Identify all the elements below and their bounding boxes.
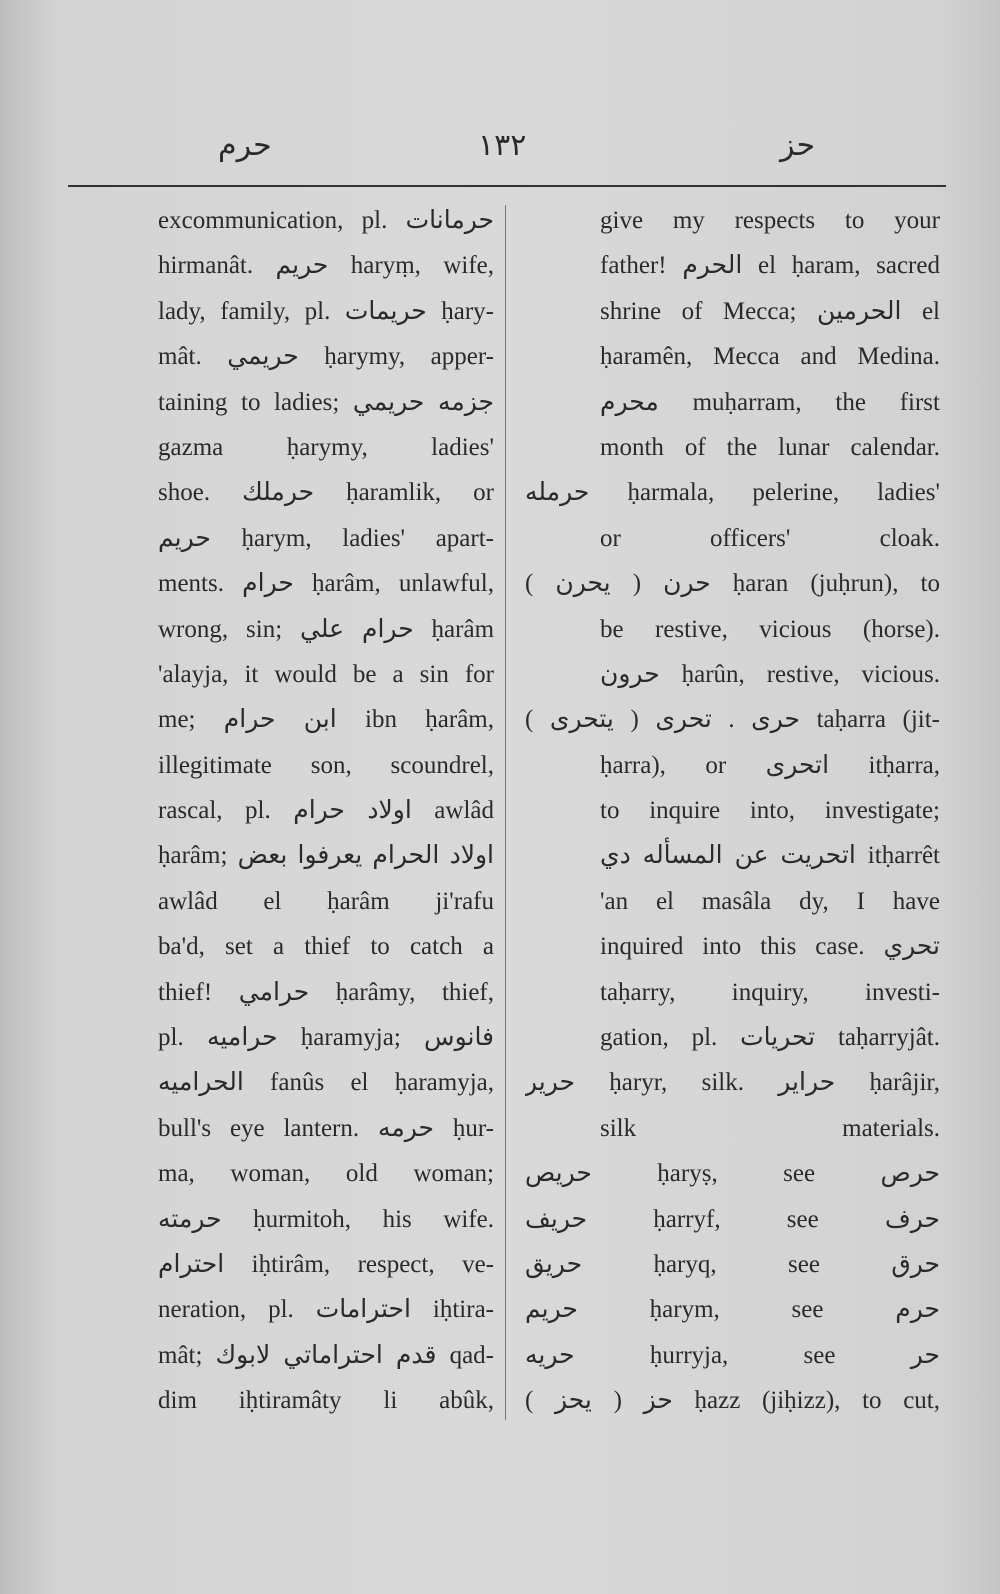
entry-line: 'alayja, it would be a sin for xyxy=(158,660,494,688)
entry-line: gation, pl. تحريات taḥarryjât. xyxy=(600,1024,940,1052)
entry-line: me; ابن حرام ibn ḥarâm, xyxy=(158,706,494,734)
entry-line: silk materials. xyxy=(600,1114,940,1142)
entry-line: mât. حريمي ḥarymy, apper- xyxy=(158,343,494,371)
entry-line: حز ( يحز ) ḥazz (jiḥizz), to cut, xyxy=(525,1387,940,1415)
entry-line: or officers' cloak. xyxy=(600,524,940,552)
header-right-word: حز xyxy=(780,128,816,163)
entry-line: حرن ( يحرن ) ḥaran (juḥrun), to xyxy=(525,570,940,598)
entry-line: ḥarra), or اتحرى itḥarra, xyxy=(600,751,940,779)
entry-line: حرمله ḥarmala, pelerine, ladies' xyxy=(525,479,940,507)
entry-line: حريص ḥaryṣ, see حرص xyxy=(525,1160,940,1188)
entry-line: محرم muḥarram, the first xyxy=(600,388,940,416)
entry-line: shrine of Mecca; الحرمين el xyxy=(600,297,940,325)
left-column xyxy=(158,198,494,1424)
entry-line: neration, pl. احترامات iḥtira- xyxy=(158,1296,494,1324)
entry-line: حرى . تحرى ( يتحرى ) taḥarra (jit- xyxy=(525,706,940,734)
entry-line: give my respects to your xyxy=(600,207,940,234)
entry-line: dim iḥtiramâty li abûk, xyxy=(158,1387,494,1415)
entry-line: اتحريت عن المسأله دي itḥarrêt xyxy=(600,842,940,870)
entry-line: lady, family, pl. حريمات ḥary- xyxy=(158,297,494,325)
entry-line: حريم ḥarym, see حرم xyxy=(525,1296,940,1324)
header-left-word: حرم xyxy=(218,128,272,163)
entry-line: حرمته ḥurmitoh, his wife. xyxy=(158,1205,494,1233)
entry-line: illegitimate son, scoundrel, xyxy=(158,751,494,779)
entry-line: thief! حرامي ḥarâmy, thief, xyxy=(158,978,494,1006)
entry-line: 'an el masâla dy, I have xyxy=(600,887,940,915)
entry-line: awlâd el ḥarâm ji'rafu xyxy=(158,887,494,915)
entry-line: to inquire into, investigate; xyxy=(600,797,940,825)
entry-line: ma, woman, old woman; xyxy=(158,1160,494,1188)
column-divider xyxy=(505,205,506,1420)
entry-line: الحراميه fanûs el ḥaramyja, xyxy=(158,1069,494,1097)
entry-line: be restive, vicious (horse). xyxy=(600,615,940,643)
entry-line: حريم ḥarym, ladies' apart- xyxy=(158,524,494,552)
entry-line: احترام iḥtirâm, respect, ve- xyxy=(158,1250,494,1278)
entry-line: حريف ḥarryf, see حرف xyxy=(525,1205,940,1233)
entry-line: pl. حراميه ḥaramyja; فانوس xyxy=(158,1024,494,1052)
entry-line: shoe. حرملك ḥaramlik, or xyxy=(158,479,494,507)
entry-line: excommunication, pl. حرمانات xyxy=(158,207,494,234)
entry-line: wrong, sin; حرام علي ḥarâm xyxy=(158,615,494,643)
entry-line: gazma ḥarymy, ladies' xyxy=(158,433,494,461)
entry-line: ḥarâm; اولاد الحرام يعرفوا بعض xyxy=(158,842,494,870)
right-column xyxy=(525,198,940,1424)
page-header xyxy=(0,128,1000,168)
entry-line: taḥarry, inquiry, investi- xyxy=(600,978,940,1006)
entry-line: father! الحرم el ḥaram, sacred xyxy=(600,252,940,280)
entry-line: حرون ḥarûn, restive, vicious. xyxy=(600,660,940,688)
entry-line: rascal, pl. اولاد حرام awlâd xyxy=(158,797,494,825)
entry-line: حريق ḥaryq, see حرق xyxy=(525,1250,940,1278)
entry-line: ments. حرام ḥarâm, unlawful, xyxy=(158,570,494,598)
entry-line: hirmanât. حريم haryṃ, wife, xyxy=(158,252,494,280)
page-number: ١٣٢ xyxy=(478,128,527,163)
entry-line: bull's eye lantern. حرمه ḥur- xyxy=(158,1114,494,1142)
entry-line: month of the lunar calendar. xyxy=(600,433,940,461)
header-rule xyxy=(68,185,946,187)
entry-line: ba'd, set a thief to catch a xyxy=(158,933,494,961)
entry-line: inquired into this case. تحري xyxy=(600,933,940,961)
entry-line: حريه ḥurryja, see حر xyxy=(525,1341,940,1369)
entry-line: taining to ladies; جزمه حريمي xyxy=(158,388,494,416)
entry-line: ḥaramên, Mecca and Medina. xyxy=(600,343,940,371)
entry-line: حرير ḥaryr, silk. حراير ḥarâjir, xyxy=(525,1069,940,1097)
entry-line: mât; قدم احتراماتي لابوك qad- xyxy=(158,1341,494,1369)
